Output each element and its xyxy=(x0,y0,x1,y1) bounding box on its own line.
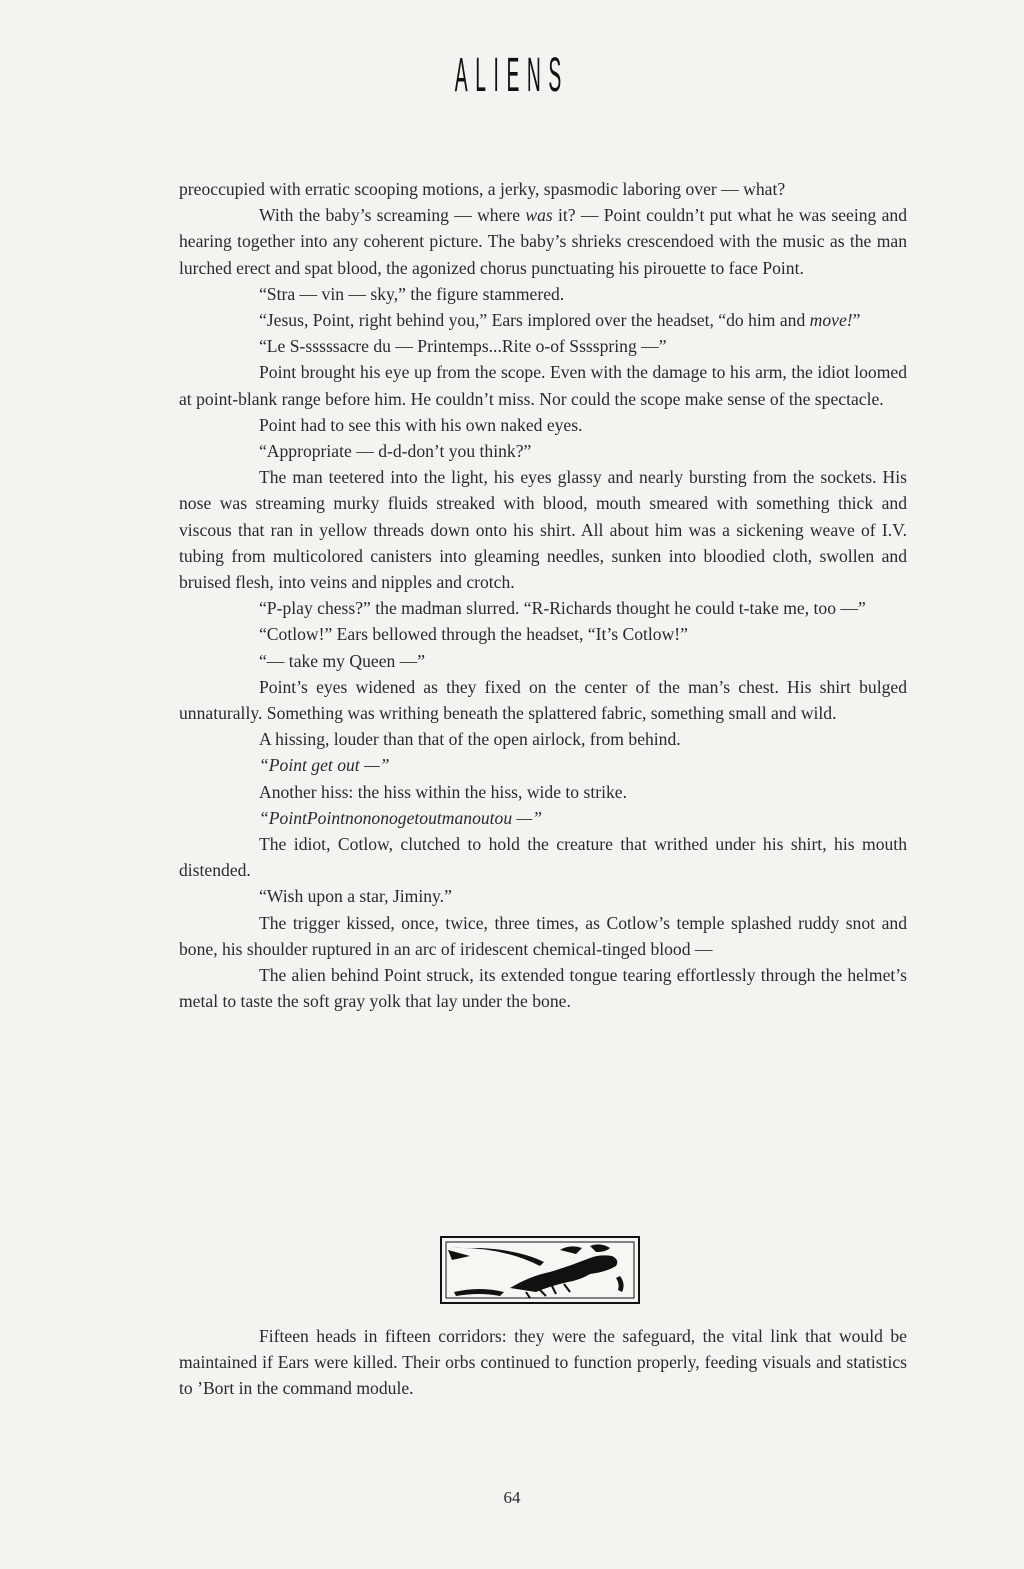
paragraph: Point had to see this with his own naked eyes. xyxy=(259,414,583,435)
paragraph: A hissing, louder than that of the open airlock, from behind. xyxy=(259,729,681,750)
paragraph: “Stra — vin — sky,” the figure stammered. xyxy=(259,283,565,304)
paragraph: Point brought his eye up from the scope. Even with the damage to his arm, the idiot loomed at point-blank range before him. He couldn’t miss. Nor could the scope make sense of the spectacle. xyxy=(179,362,907,409)
paragraph: Fifteen heads in fifteen corridors: they were the safeguard, the vital link that would be maintained if Ears were killed. Their orbs continued to function properly, feeding visuals and statistics to ’Bort in the command module. xyxy=(179,1326,907,1399)
section-break-illustration xyxy=(440,1236,640,1304)
paragraph: “Jesus, Point, right behind you,” Ears implored over the headset, “do him and move!” xyxy=(259,310,861,331)
paragraph: Point’s eyes widened as they fixed on the center of the man’s chest. His shirt bulged unnaturally. Something was writhing beneath the splattered fabric, something small and wild. xyxy=(179,676,907,724)
paragraph: “PointPointnononogetoutmanoutou —” xyxy=(259,807,542,828)
paragraph: “Cotlow!” Ears bellowed through the headset, “It’s Cotlow!” xyxy=(259,624,688,645)
header-title: ALIENS xyxy=(454,47,570,102)
paragraph: “P-play chess?” the madman slurred. “R-Richards thought he could t-take me, too —” xyxy=(259,598,866,619)
paragraph: Another hiss: the hiss within the hiss, wide to strike. xyxy=(259,781,627,802)
body-text xyxy=(179,176,907,1015)
paragraph: The trigger kissed, once, twice, three times, as Cotlow’s temple splashed ruddy snot and bone, his shoulder ruptured in an arc of iridescent chemical-tinged blood — xyxy=(179,912,907,959)
paragraph: preoccupied with erratic scooping motions, a jerky, spasmodic laboring over — what? xyxy=(179,179,786,199)
post-break-text xyxy=(179,1323,907,1402)
paragraph: “Le S-sssssacre du — Printemps...Rite o-of Sssspring —” xyxy=(259,336,667,357)
paragraph: “— take my Queen —” xyxy=(259,650,426,671)
paragraph: With the baby’s screaming — where was it? — Point couldn’t put what he was seeing and hearing together into any coherent picture. The baby’s shrieks crescendoed with the music as the man lurched erect and spat blood, the agonized chorus punctuating his pirouette to face Point. xyxy=(179,205,907,278)
paragraph: The idiot, Cotlow, clutched to hold the creature that writhed under his shirt, his mouth distended. xyxy=(179,834,907,881)
running-header xyxy=(0,46,1024,106)
paragraph: “Point get out —” xyxy=(259,755,390,776)
page-number: 64 xyxy=(503,1488,521,1507)
paragraph: The alien behind Point struck, its extended tongue tearing effortlessly through the helmet’s metal to taste the soft gray yolk that lay under the bone. xyxy=(179,965,907,1012)
paragraph: “Appropriate — d-d-don’t you think?” xyxy=(259,441,532,462)
paragraph: The man teetered into the light, his eyes glassy and nearly bursting from the sockets. His nose was streaming murky fluids streaked with blood, mouth smeared with something thick and viscous that ran in yellow threads down onto his shirt. All about him was a sickening weave of I.V. tubing from multicolored canisters into gleaming needles, sunken into bloodied cloth, swollen and bruised flesh, into veins and nipples and crotch. xyxy=(179,467,907,593)
paragraph: “Wish upon a star, Jiminy.” xyxy=(259,886,452,907)
